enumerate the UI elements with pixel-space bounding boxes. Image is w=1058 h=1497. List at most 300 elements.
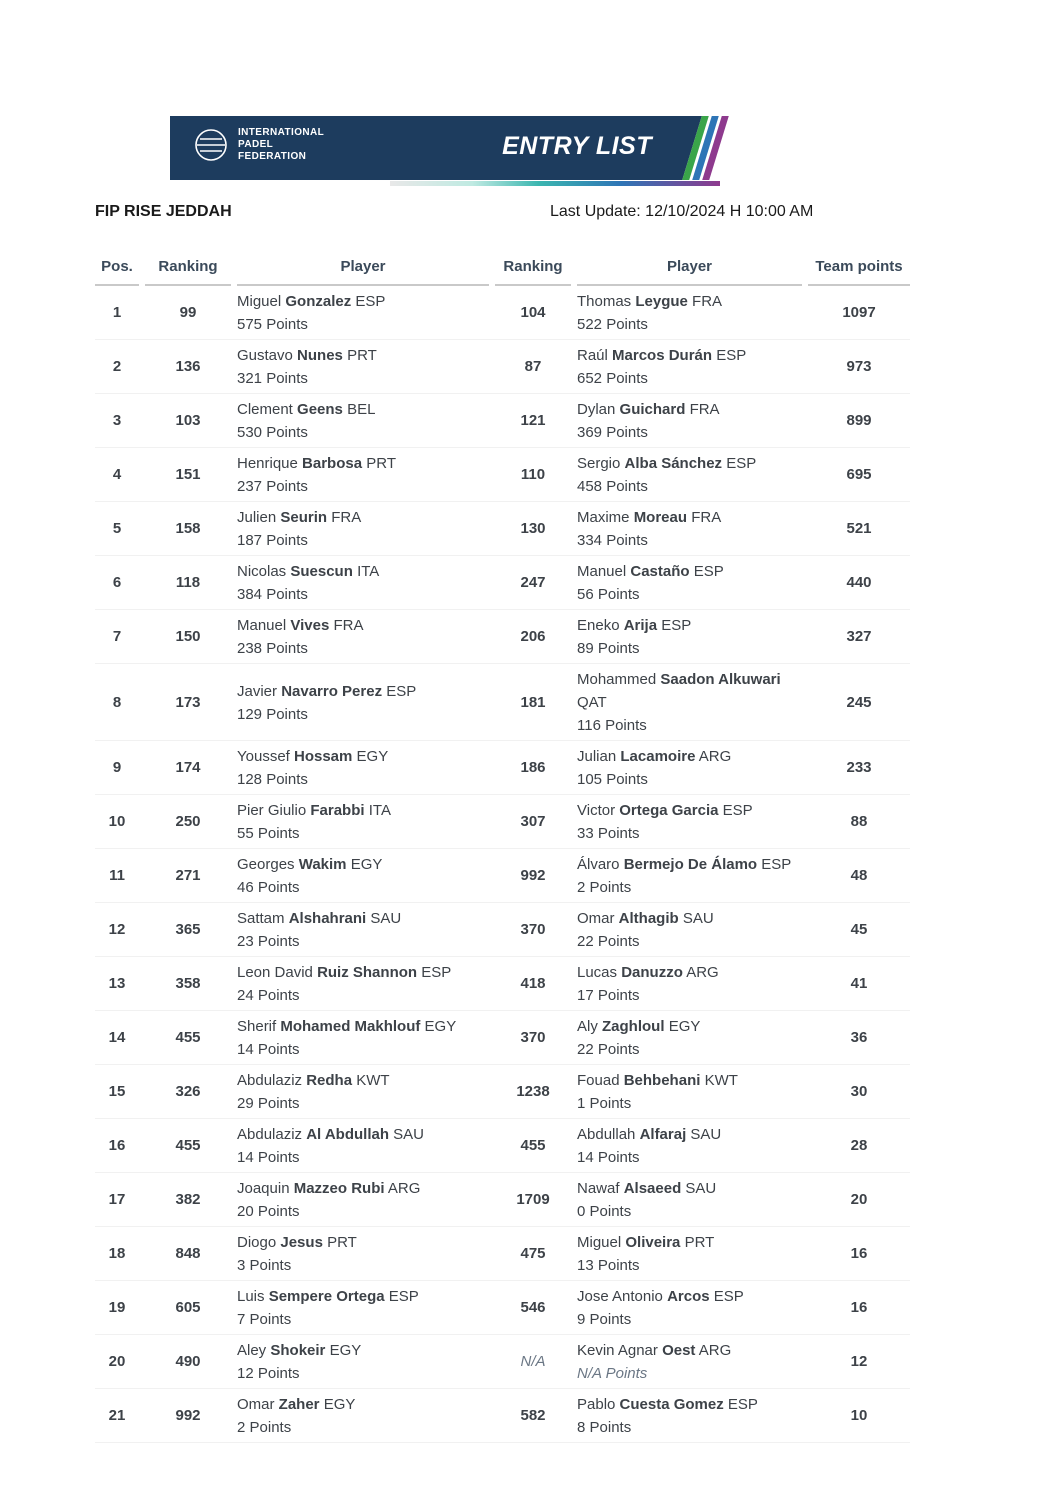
- ranking-value-2: 370: [520, 921, 546, 938]
- player-points-1: 29 Points: [237, 1095, 300, 1112]
- player-first-name: Clement: [237, 401, 293, 418]
- ranking-value-2: 186: [520, 759, 546, 776]
- table-row: [95, 741, 910, 795]
- table-row: [95, 903, 910, 957]
- player-last-name: Leygue: [635, 293, 688, 310]
- ranking-value-1: 455: [175, 1029, 201, 1046]
- player-country: ESP: [661, 617, 692, 634]
- player-first-name: Abdullah: [577, 1126, 636, 1143]
- tournament-title: FIP RISE JEDDAH: [95, 203, 232, 220]
- ranking-value-2: 307: [520, 813, 546, 830]
- table-row: [95, 1119, 910, 1173]
- banner-gradient-bar: [390, 181, 720, 186]
- player-points-2: 13 Points: [577, 1257, 640, 1274]
- position-value: 16: [108, 1137, 126, 1154]
- ranking-value-2: 206: [520, 628, 546, 645]
- player-first-name: Victor: [577, 802, 616, 819]
- player-first-name: Pier Giulio: [237, 802, 307, 819]
- player-last-name: Mohamed Makhlouf: [280, 1018, 421, 1035]
- player-last-name: Navarro Perez: [281, 682, 383, 700]
- player-cell-1: [237, 340, 489, 393]
- player-first-name: Lucas: [577, 964, 618, 981]
- ranking-value-2: 418: [520, 975, 546, 992]
- team-points-value: 233: [846, 759, 872, 776]
- player-first-name: Luis: [237, 1288, 265, 1305]
- player-points-1: 129 Points: [237, 705, 308, 723]
- player-points-1: 530 Points: [237, 424, 308, 441]
- player-first-name: Nicolas: [237, 563, 287, 580]
- player-name-1: [237, 1177, 489, 1200]
- table-body: [95, 286, 910, 1443]
- table-row: [95, 1065, 910, 1119]
- header-pos: Pos.: [95, 252, 139, 286]
- ranking-value-1: 151: [175, 466, 201, 483]
- player-cell-2: [577, 448, 802, 501]
- table-row: [95, 795, 910, 849]
- player-last-name: Mazzeo Rubi: [293, 1180, 385, 1197]
- player-first-name: Sergio: [577, 455, 621, 472]
- player-name-2: [577, 961, 802, 984]
- player-first-name: Joaquin: [237, 1180, 290, 1197]
- position-value: 9: [112, 759, 122, 776]
- player-country: ESP: [761, 856, 792, 873]
- player-cell-2: [577, 1173, 802, 1226]
- ranking-value-1: 150: [175, 628, 201, 645]
- position-value: 1: [112, 304, 122, 321]
- position-value: 4: [112, 466, 122, 483]
- player-last-name: Arcos: [667, 1288, 710, 1305]
- player-name-1: [237, 398, 489, 421]
- player-last-name: Ortega Garcia: [619, 802, 719, 819]
- player-first-name: Maxime: [577, 509, 630, 526]
- position-value: 21: [108, 1407, 126, 1424]
- table-row: [95, 610, 910, 664]
- position-value: 20: [108, 1353, 126, 1370]
- ranking-value-1: 365: [175, 921, 201, 938]
- table-row: [95, 664, 910, 741]
- player-cell-1: [237, 795, 489, 848]
- team-points-value: 521: [846, 520, 872, 537]
- player-country: PRT: [327, 1234, 357, 1251]
- player-points-2: 22 Points: [577, 933, 640, 950]
- player-cell-1: [237, 394, 489, 447]
- ranking-value-2: 455: [520, 1137, 546, 1154]
- player-country: FRA: [689, 401, 720, 418]
- player-points-1: 24 Points: [237, 987, 300, 1004]
- player-last-name: Ruiz Shannon: [317, 964, 418, 981]
- player-first-name: Dylan: [577, 401, 616, 418]
- ranking-value-2: 992: [520, 867, 546, 884]
- player-last-name: Barbosa: [302, 455, 363, 472]
- player-points-1: 321 Points: [237, 370, 308, 387]
- ranking-value-1: 158: [175, 520, 201, 537]
- team-points-value: 36: [850, 1029, 868, 1046]
- player-country: ITA: [357, 563, 380, 580]
- player-cell-2: [577, 394, 802, 447]
- player-points-2: 89 Points: [577, 640, 640, 657]
- ranking-value-1: 326: [175, 1083, 201, 1100]
- player-name-2: [577, 614, 802, 637]
- ranking-value-1: 118: [175, 574, 201, 591]
- ranking-value-2: 104: [520, 304, 546, 321]
- player-name-1: [237, 907, 489, 930]
- player-points-1: 128 Points: [237, 771, 308, 788]
- player-first-name: Manuel: [237, 617, 287, 634]
- player-name-2: [577, 398, 802, 421]
- player-name-1: [237, 853, 489, 876]
- ranking-value-1: 382: [175, 1191, 201, 1208]
- player-cell-1: [237, 448, 489, 501]
- player-country: ESP: [726, 455, 757, 472]
- player-country: ESP: [722, 802, 753, 819]
- table-row: [95, 1227, 910, 1281]
- player-cell-2: [577, 903, 802, 956]
- player-cell-1: [237, 1389, 489, 1442]
- player-points-1: 23 Points: [237, 933, 300, 950]
- player-country: EGY: [668, 1018, 701, 1035]
- table-row: [95, 1173, 910, 1227]
- player-name-2: [577, 1285, 802, 1308]
- player-name-2: [577, 1339, 802, 1362]
- player-name-1: [237, 961, 489, 984]
- ranking-value-2: 181: [520, 693, 546, 711]
- player-last-name: Moreau: [633, 509, 688, 526]
- player-name-2: [577, 1231, 802, 1254]
- position-value: 18: [108, 1245, 126, 1262]
- team-points-value: 28: [850, 1137, 868, 1154]
- player-cell-1: [237, 286, 489, 339]
- ranking-value-2: 370: [520, 1029, 546, 1046]
- player-points-2: 458 Points: [577, 478, 648, 495]
- player-last-name: Jesus: [280, 1234, 323, 1251]
- player-name-2: [577, 1393, 802, 1416]
- ranking-value-1: 103: [175, 412, 201, 429]
- player-cell-2: [577, 610, 802, 663]
- player-last-name: Wakim: [298, 856, 347, 873]
- team-points-value: 973: [846, 358, 872, 375]
- player-cell-2: [577, 340, 802, 393]
- player-country: EGY: [329, 1342, 362, 1359]
- ranking-value-1: 174: [175, 759, 201, 776]
- team-points-value: 45: [850, 921, 868, 938]
- player-name-1: [237, 560, 489, 583]
- player-last-name: Al Abdullah: [306, 1126, 389, 1143]
- ranking-value-2: 87: [524, 358, 542, 375]
- player-name-2: [577, 853, 802, 876]
- player-name-1: [237, 680, 489, 703]
- table-row: [95, 502, 910, 556]
- player-points-1: 14 Points: [237, 1149, 300, 1166]
- player-name-2: [577, 668, 802, 714]
- logo-line-3: FEDERATION: [238, 151, 307, 162]
- player-points-2: 17 Points: [577, 987, 640, 1004]
- player-first-name: Sherif: [237, 1018, 277, 1035]
- player-cell-2: [577, 741, 802, 794]
- team-points-value: 1097: [842, 304, 876, 321]
- logo-line-2: PADEL: [238, 139, 274, 150]
- player-first-name: Miguel: [577, 1234, 622, 1251]
- ranking-value-1: 992: [175, 1407, 201, 1424]
- player-last-name: Behbehani: [623, 1072, 701, 1089]
- player-first-name: Manuel: [577, 563, 627, 580]
- player-cell-2: [577, 502, 802, 555]
- player-last-name: Alshahrani: [288, 910, 367, 927]
- player-points-2: 2 Points: [577, 879, 632, 896]
- player-name-1: [237, 1123, 489, 1146]
- player-cell-2: [577, 1281, 802, 1334]
- last-update-text: Last Update: 12/10/2024 H 10:00 AM: [550, 203, 814, 220]
- team-points-value: 327: [846, 628, 872, 645]
- player-last-name: Althagib: [618, 910, 679, 927]
- player-points-1: 14 Points: [237, 1041, 300, 1058]
- player-last-name: Redha: [306, 1072, 353, 1089]
- player-points-1: 237 Points: [237, 478, 308, 495]
- ranking-value-1: 250: [175, 813, 201, 830]
- ranking-value-2: 1238: [516, 1083, 550, 1100]
- player-last-name: Vives: [290, 617, 330, 634]
- player-cell-2: [577, 957, 802, 1010]
- player-name-2: [577, 452, 802, 475]
- player-country: ESP: [355, 293, 386, 310]
- table-header-row: [95, 252, 910, 286]
- position-value: 17: [108, 1191, 126, 1208]
- header-ranking-2: Ranking: [495, 252, 571, 286]
- player-name-1: [237, 745, 489, 768]
- position-value: 5: [112, 520, 122, 537]
- table-row: [95, 340, 910, 394]
- player-points-2: 652 Points: [577, 370, 648, 387]
- player-first-name: Sattam: [237, 910, 285, 927]
- federation-name: [238, 127, 324, 163]
- title-row: [95, 203, 915, 225]
- entry-list-table: [95, 252, 910, 1443]
- table-row: [95, 448, 910, 502]
- player-country: FRA: [331, 509, 362, 526]
- player-country: EGY: [356, 748, 389, 765]
- player-first-name: Eneko: [577, 617, 620, 634]
- player-points-2: 334 Points: [577, 532, 648, 549]
- table-row: [95, 1389, 910, 1443]
- player-last-name: Seurin: [280, 509, 328, 526]
- table-row: [95, 1281, 910, 1335]
- team-points-value: 48: [850, 867, 868, 884]
- ranking-value-1: 605: [175, 1299, 201, 1316]
- player-points-1: 12 Points: [237, 1365, 300, 1382]
- player-country: ESP: [386, 682, 417, 700]
- team-points-value: 30: [850, 1083, 868, 1100]
- player-first-name: Raúl: [577, 347, 608, 364]
- player-country: FRA: [692, 293, 723, 310]
- player-country: ARG: [686, 964, 719, 981]
- ranking-value-2: 546: [520, 1299, 546, 1316]
- player-points-2: 14 Points: [577, 1149, 640, 1166]
- player-country: EGY: [350, 856, 383, 873]
- player-country: ESP: [716, 347, 747, 364]
- player-country: PRT: [366, 455, 396, 472]
- player-country: SAU: [682, 910, 714, 927]
- player-last-name: Marcos Durán: [612, 347, 713, 364]
- player-cell-1: [237, 1281, 489, 1334]
- federation-banner: [170, 116, 730, 180]
- player-country: KWT: [704, 1072, 738, 1089]
- player-cell-1: [237, 664, 489, 740]
- player-country: PRT: [347, 347, 377, 364]
- player-points-2: N/A Points: [577, 1365, 648, 1382]
- player-points-2: 22 Points: [577, 1041, 640, 1058]
- player-points-2: 9 Points: [577, 1311, 632, 1328]
- player-country: SAU: [685, 1180, 717, 1197]
- player-last-name: Zaher: [278, 1396, 320, 1413]
- player-last-name: Alba Sánchez: [624, 455, 723, 472]
- player-first-name: Mohammed: [577, 671, 657, 688]
- player-cell-2: [577, 795, 802, 848]
- player-first-name: Miguel: [237, 293, 282, 310]
- header-player-2: Player: [577, 252, 802, 286]
- position-value: 13: [108, 975, 126, 992]
- player-cell-1: [237, 849, 489, 902]
- player-cell-2: [577, 1065, 802, 1118]
- player-name-2: [577, 506, 802, 529]
- player-first-name: Jose Antonio: [577, 1288, 663, 1305]
- player-last-name: Geens: [297, 401, 343, 418]
- player-last-name: Bermejo De Álamo: [623, 856, 758, 873]
- player-country: SAU: [393, 1126, 425, 1143]
- player-cell-2: [577, 286, 802, 339]
- player-last-name: Oliveira: [625, 1234, 681, 1251]
- position-value: 7: [112, 628, 122, 645]
- entry-list-label: ENTRY LIST: [502, 132, 652, 160]
- player-first-name: Aley: [237, 1342, 267, 1359]
- player-country: ARG: [387, 1180, 421, 1197]
- player-points-2: 369 Points: [577, 424, 648, 441]
- header-player-1: Player: [237, 252, 489, 286]
- player-points-2: 1 Points: [577, 1095, 632, 1112]
- player-points-1: 46 Points: [237, 879, 300, 896]
- player-first-name: Omar: [577, 910, 615, 927]
- ranking-value-2: 1709: [516, 1191, 550, 1208]
- player-cell-1: [237, 1119, 489, 1172]
- player-name-1: [237, 344, 489, 367]
- player-first-name: Gustavo: [237, 347, 293, 364]
- table-row: [95, 849, 910, 903]
- player-last-name: Farabbi: [310, 802, 365, 819]
- player-last-name: Guichard: [619, 401, 686, 418]
- player-points-2: 33 Points: [577, 825, 640, 842]
- team-points-value: 899: [846, 412, 872, 429]
- player-first-name: Álvaro: [577, 856, 620, 873]
- position-value: 14: [108, 1029, 126, 1046]
- table-row: [95, 286, 910, 340]
- player-first-name: Aly: [577, 1018, 598, 1035]
- player-country: PRT: [684, 1234, 715, 1251]
- player-name-1: [237, 1339, 489, 1362]
- player-first-name: Diogo: [237, 1234, 277, 1251]
- player-country: ESP: [388, 1288, 419, 1305]
- position-value: 11: [109, 867, 125, 884]
- team-points-value: 16: [850, 1299, 868, 1316]
- player-cell-1: [237, 1227, 489, 1280]
- player-country: EGY: [424, 1018, 457, 1035]
- header-ranking-1: Ranking: [145, 252, 231, 286]
- position-value: 15: [108, 1083, 126, 1100]
- player-name-2: [577, 745, 802, 768]
- player-cell-1: [237, 903, 489, 956]
- ranking-value-2: N/A: [520, 1353, 546, 1370]
- player-country: KWT: [356, 1072, 390, 1089]
- player-country: BEL: [347, 401, 376, 418]
- player-points-2: 116 Points: [577, 717, 647, 734]
- player-points-1: 187 Points: [237, 532, 308, 549]
- player-last-name: Arija: [623, 617, 658, 634]
- player-points-2: 8 Points: [577, 1419, 632, 1436]
- logo-line-1: INTERNATIONAL: [238, 127, 325, 138]
- position-value: 2: [112, 358, 122, 375]
- player-name-1: [237, 1015, 489, 1038]
- player-points-1: 55 Points: [237, 825, 300, 842]
- player-first-name: Kevin Agnar: [577, 1342, 658, 1359]
- player-first-name: Georges: [237, 856, 295, 873]
- position-value: 3: [112, 412, 122, 429]
- player-name-1: [237, 506, 489, 529]
- globe-icon: [192, 126, 230, 164]
- player-first-name: Julian: [577, 748, 617, 765]
- player-points-1: 20 Points: [237, 1203, 300, 1220]
- player-name-2: [577, 344, 802, 367]
- team-points-value: 12: [850, 1353, 868, 1370]
- player-cell-2: [577, 556, 802, 609]
- player-points-2: 0 Points: [577, 1203, 632, 1220]
- table-row: [95, 394, 910, 448]
- player-name-2: [577, 907, 802, 930]
- player-name-2: [577, 1177, 802, 1200]
- ranking-value-1: 455: [175, 1137, 201, 1154]
- federation-logo: [192, 126, 324, 164]
- player-name-1: [237, 614, 489, 637]
- player-cell-1: [237, 1335, 489, 1388]
- table-row: [95, 556, 910, 610]
- player-name-1: [237, 452, 489, 475]
- player-cell-2: [577, 1389, 802, 1442]
- player-last-name: Suescun: [290, 563, 353, 580]
- position-value: 8: [112, 693, 122, 711]
- player-cell-2: [577, 849, 802, 902]
- ranking-value-1: 271: [175, 867, 201, 884]
- ranking-value-1: 99: [179, 304, 197, 321]
- player-last-name: Lacamoire: [620, 748, 696, 765]
- player-points-2: 56 Points: [577, 586, 640, 603]
- player-cell-1: [237, 1173, 489, 1226]
- player-points-2: 522 Points: [577, 316, 648, 333]
- player-country: SAU: [370, 910, 402, 927]
- player-last-name: Castaño: [630, 563, 690, 580]
- player-cell-2: [577, 1011, 802, 1064]
- player-name-1: [237, 1285, 489, 1308]
- player-country: QAT: [577, 694, 607, 711]
- player-cell-1: [237, 741, 489, 794]
- player-name-2: [577, 799, 802, 822]
- player-name-1: [237, 799, 489, 822]
- player-first-name: Omar: [237, 1396, 275, 1413]
- player-cell-2: [577, 1227, 802, 1280]
- ranking-value-2: 110: [520, 466, 546, 483]
- player-country: ESP: [713, 1288, 744, 1305]
- player-points-1: 3 Points: [237, 1257, 292, 1274]
- position-value: 19: [108, 1299, 126, 1316]
- player-last-name: Zaghloul: [602, 1018, 665, 1035]
- player-first-name: Leon David: [237, 964, 313, 981]
- position-value: 12: [108, 921, 126, 938]
- ranking-value-1: 173: [175, 693, 201, 711]
